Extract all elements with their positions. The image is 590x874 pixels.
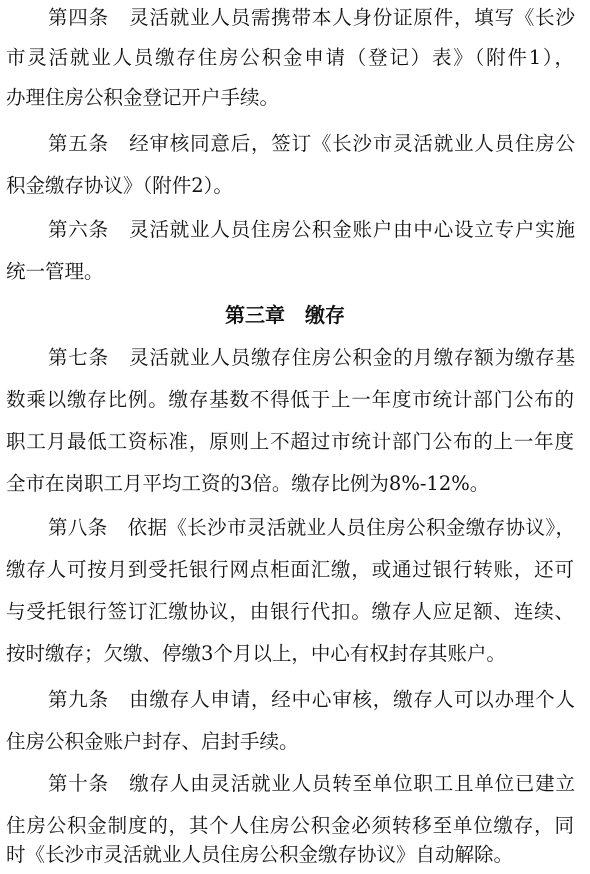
article-4-text-3: 办理住房公积金登记开户手续。 (6, 86, 280, 109)
article-5-text-1: 第五条 经审核同意后，签订《长沙市灵活就业人员住房公 (48, 132, 575, 155)
article-10-text-2: 住房公积金制度的，其个人住房公积金必须转移至单位缴存，同 (6, 814, 574, 837)
article-7-text-2: 数乘以缴存比例。缴存基数不得低于上一年度市统计部门公布的 (6, 388, 574, 411)
article-5-line-2 (0, 168, 590, 204)
article-8-line-4 (0, 636, 590, 672)
article-7-line-4 (0, 466, 590, 502)
article-8-text-4: 按时缴存；欠缴、停缴3个月以上，中心有权封存其账户。 (6, 642, 506, 665)
article-7-text-1: 第七条 灵活就业人员缴存住房公积金的月缴存额为缴存基 (48, 346, 575, 369)
article-5-line-1 (0, 126, 590, 162)
article-6-text-1: 第六条 灵活就业人员住房公积金账户由中心设立专户实施 (48, 218, 575, 241)
article-4-text-1: 第四条 灵活就业人员需携带本人身份证原件，填写《长沙 (48, 6, 575, 29)
article-7-line-1 (0, 340, 590, 376)
article-4-line-2 (0, 40, 590, 76)
article-7-line-3 (0, 424, 590, 460)
article-7-text-3: 职工月最低工资标准，原则上不超过市统计部门公布的上一年度 (6, 430, 574, 453)
article-10-line-3 (0, 837, 590, 873)
chapter-heading-line (0, 297, 590, 333)
article-9-line-2 (0, 724, 590, 760)
chapter-heading: 第三章 缴存 (225, 303, 345, 327)
article-9-text-1: 第九条 由缴存人申请，经中心审核，缴存人可以办理个人 (48, 688, 575, 711)
article-10-text-1: 第十条 缴存人由灵活就业人员转至单位职工且单位已建立 (48, 772, 575, 795)
article-8-line-1 (0, 510, 590, 546)
article-6-text-2: 统一管理。 (6, 260, 104, 283)
article-9-text-2: 住房公积金账户封存、启封手续。 (6, 730, 299, 753)
article-7-text-4: 全市在岗职工月平均工资的3倍。缴存比例为8%-12%。 (6, 472, 490, 495)
article-9-line-1 (0, 682, 590, 718)
article-8-text-2: 缴存人可按月到受托银行网点柜面汇缴，或通过银行转账，还可 (6, 558, 574, 581)
article-6-line-1 (0, 212, 590, 248)
article-10-line-1 (0, 766, 590, 802)
article-8-text-1: 第八条 依据《长沙市灵活就业人员住房公积金缴存协议》， (48, 516, 575, 539)
article-8-line-2 (0, 552, 590, 588)
article-5-text-2: 积金缴存协议》（附件2）。 (6, 174, 233, 197)
article-4-line-1 (0, 0, 590, 36)
article-4-text-2: 市灵活就业人员缴存住房公积金申请（登记）表》（附件1）， (6, 46, 574, 69)
article-6-line-2 (0, 254, 590, 290)
article-8-line-3 (0, 594, 590, 630)
article-8-text-3: 与受托银行签订汇缴协议，由银行代扣。缴存人应足额、连续、 (6, 600, 574, 623)
article-10-text-3: 时《长沙市灵活就业人员住房公积金缴存协议》自动解除。 (6, 843, 514, 866)
article-4-line-3 (0, 80, 590, 116)
article-7-line-2 (0, 382, 590, 418)
